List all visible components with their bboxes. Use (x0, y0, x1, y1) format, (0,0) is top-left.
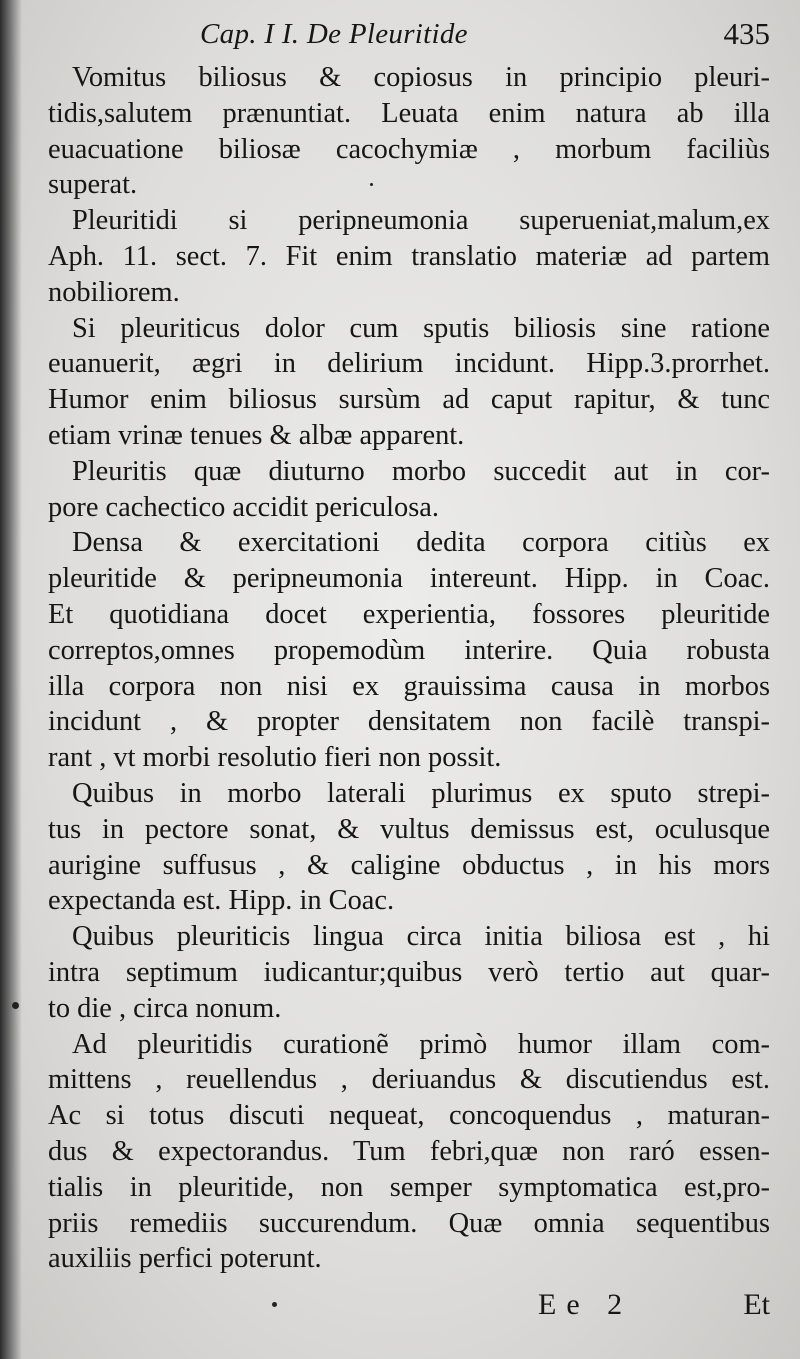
page-number: 435 (723, 16, 770, 51)
text-line: expectanda est. Hipp. in Coac. (48, 885, 395, 917)
text-line: Aph. 11. sect. 7. Fit enim translatio materiæ ad partem (48, 240, 770, 272)
ink-speck (272, 1302, 277, 1307)
text-line: auxiliis perfici poterunt. (48, 1243, 322, 1275)
running-title: Cap. I I. De Pleuritide (200, 18, 468, 50)
text-line: nobiliorem. (48, 276, 180, 308)
text-line: intra septimum iudicantur;quibus verò tertio aut quar- (48, 956, 770, 988)
catchword: Et (743, 1288, 770, 1321)
ink-speck (12, 1002, 19, 1009)
text-line: dus & expectorandus. Tum febri,quæ non raró essen- (48, 1135, 770, 1167)
text-line: to die , circa nonum. (48, 992, 282, 1024)
text-line: incidunt , & propter densitatem non facilè transpi- (48, 706, 770, 738)
text-line: correptos,omnes propemodùm interire. Quia robusta (48, 634, 770, 666)
page-gutter-shadow (0, 0, 22, 1359)
text-line: priis remediis succurendum. Quæ omnia sequentibus (48, 1207, 770, 1239)
text-line: tialis in pleuritide, non semper symptomatica est,pro- (48, 1171, 770, 1203)
text-line: euacuatione biliosæ cacochymiæ , morbum faciliùs (48, 133, 770, 165)
ink-speck (370, 183, 373, 186)
text-line: Quibus pleuriticis lingua circa initia biliosa est , hi (72, 921, 770, 953)
text-line: Quibus in morbo laterali plurimus ex sputo strepi- (72, 777, 770, 809)
text-line: Ac si totus discuti nequeat, concoquendus , maturan- (48, 1100, 770, 1132)
text-line: Pleuritidi si peripneumonia superueniat,malum,ex (72, 205, 770, 237)
text-line: superat. (48, 169, 138, 201)
page-footer (48, 1288, 770, 1328)
text-line: Si pleuriticus dolor cum sputis biliosis sine ratione (72, 312, 770, 344)
text-line: etiam vrinæ tenues & albæ apparent. (48, 419, 465, 451)
text-line: tidis,salutem prænuntiat. Leuata enim natura ab illa (48, 97, 770, 129)
text-line: pore cachectico accidit periculosa. (48, 491, 439, 523)
text-line: Densa & exercitationi dedita corpora citiùs ex (72, 527, 770, 559)
text-line: euanuerit, ægri in delirium incidunt. Hipp.3.prorrhet. (48, 348, 770, 380)
text-line: Humor enim biliosus sursùm ad caput rapitur, & tunc (48, 384, 770, 416)
page-header (200, 14, 770, 58)
text-line: rant , vt morbi resolutio fieri non possit. (48, 742, 502, 774)
text-line: tus in pectore sonat, & vultus demissus est, oculusque (48, 813, 770, 845)
text-line: Et quotidiana docet experientia, fossores pleuritide (48, 598, 770, 630)
signature-mark: Ee 2 (538, 1288, 633, 1321)
text-line: aurigine suffusus , & caligine obductus , in his mors (48, 849, 770, 881)
text-line: illa corpora non nisi ex grauissima causa in morbos (48, 670, 770, 702)
text-line: mittens , reuellendus , deriuandus & discutiendus est. (48, 1064, 770, 1096)
text-line: pleuritide & peripneumonia intereunt. Hipp. in Coac. (48, 563, 770, 595)
text-line: Ad pleuritidis curationẽ primò humor illam com- (72, 1028, 770, 1060)
text-line: Pleuritis quæ diuturno morbo succedit aut in cor- (72, 455, 770, 487)
text-line: Vomitus biliosus & copiosus in principio pleuri- (72, 62, 770, 93)
body-text (48, 60, 770, 1277)
